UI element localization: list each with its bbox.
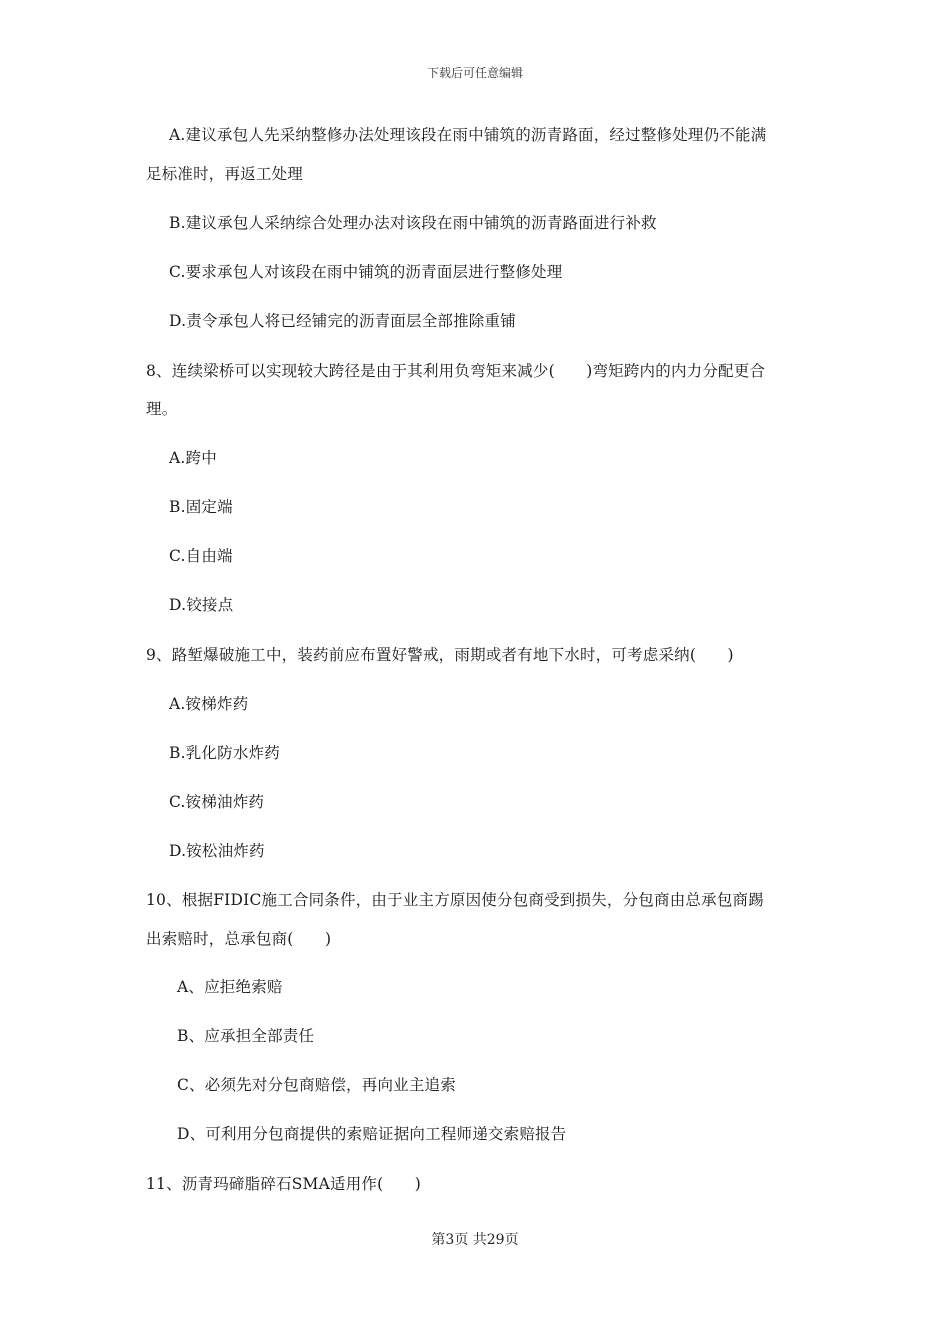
q7-option-b: B.建议承包人采纳综合处理办法对该段在雨中铺筑的沥青路面进行补救 (169, 214, 657, 232)
q8-option-d: D.铰接点 (169, 596, 234, 614)
q9-option-b: B.乳化防水炸药 (169, 744, 280, 762)
page-header: 下载后可任意编辑 (426, 66, 523, 80)
q8-option-a: A.跨中 (169, 449, 217, 467)
q10-question-line1: 10、根据FIDIC施工合同条件，由于业主方原因使分包商受到损失，分包商由总承包商踢 (146, 891, 764, 909)
q8-option-b: B.固定端 (169, 498, 233, 516)
q8-question-line2: 理。 (146, 400, 178, 418)
q7-option-a-line2: 足标准时，再返工处理 (146, 165, 304, 183)
q7-option-c: C.要求承包人对该段在雨中铺筑的沥青面层进行整修处理 (169, 263, 563, 281)
q10-option-c: C、必须先对分包商赔偿，再向业主追索 (177, 1076, 456, 1094)
q8-question-line1: 8、连续梁桥可以实现较大跨径是由于其利用负弯矩来减少( )弯矩跨内的内力分配更合 (146, 362, 766, 380)
q10-option-a: A、应拒绝索赔 (177, 978, 283, 996)
q9-option-a: A.铵梯炸药 (169, 695, 249, 713)
q10-option-d: D、可利用分包商提供的索赔证据向工程师递交索赔报告 (177, 1125, 567, 1143)
q7-option-d: D.责令承包人将已经铺完的沥青面层全部推除重铺 (169, 312, 516, 330)
q9-question: 9、路堑爆破施工中，装药前应布置好警戒，雨期或者有地下水时，可考虑采纳( ) (146, 646, 734, 664)
q9-option-d: D.铵松油炸药 (169, 842, 265, 860)
q7-option-a-line1: A.建议承包人先采纳整修办法处理该段在雨中铺筑的沥青路面，经过整修处理仍不能满 (169, 126, 767, 144)
q11-question: 11、沥青玛碲脂碎石SMA适用作( ) (146, 1175, 422, 1193)
q9-option-c: C.铵梯油炸药 (169, 793, 265, 811)
page-footer: 第3页 共29页 (431, 1232, 519, 1248)
q10-option-b: B、应承担全部责任 (177, 1027, 315, 1045)
q10-question-line2: 出索赔时，总承包商( ) (146, 930, 332, 948)
q8-option-c: C.自由端 (169, 547, 233, 565)
